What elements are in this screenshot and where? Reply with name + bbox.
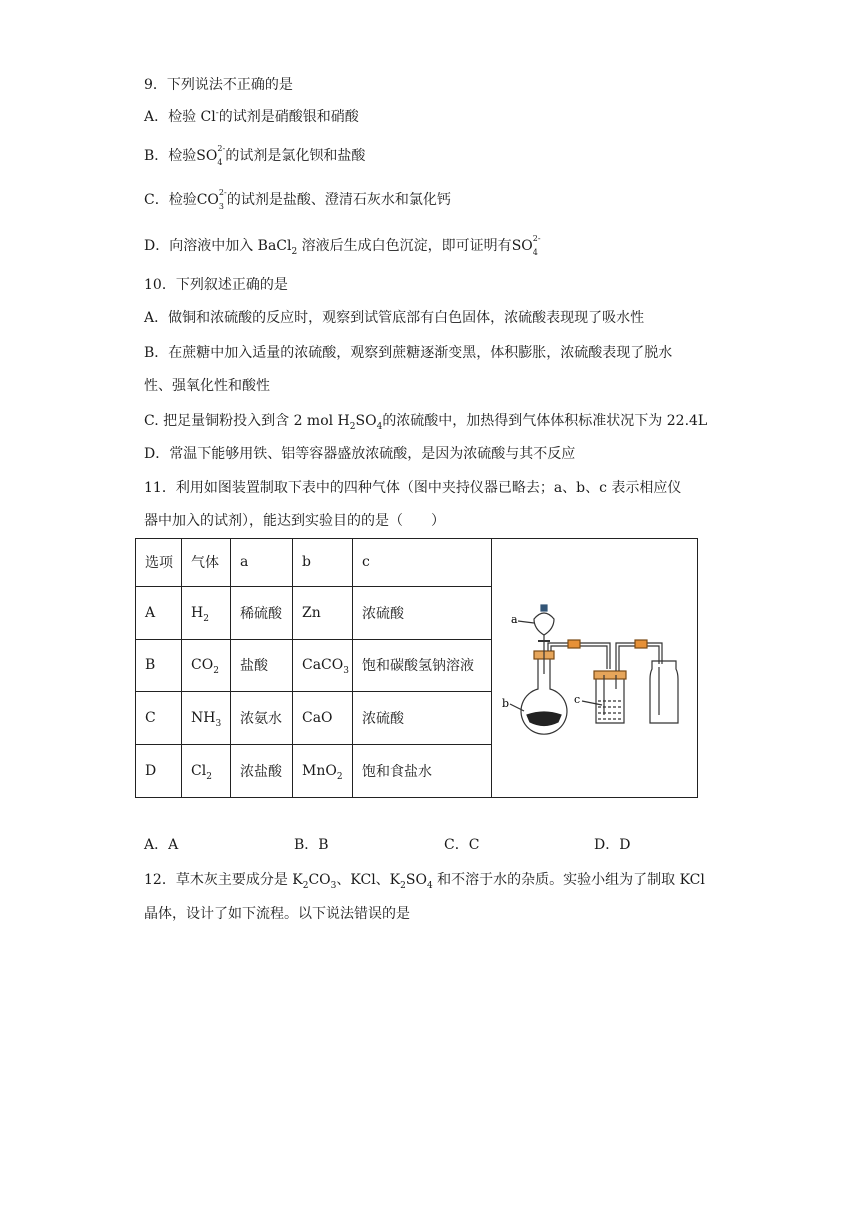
q11-stem-line2: 器中加入的试剂），能达到实验目的的是（ ） (144, 513, 445, 529)
row-reagent-a: 盐酸 (231, 639, 293, 692)
row-reagent-c: 浓硫酸 (353, 586, 492, 639)
header-gas: 气体 (182, 539, 231, 587)
row-gas: $NH_3$ (182, 692, 231, 745)
row-reagent-a: 稀硫酸 (231, 586, 293, 639)
row-reagent-c: 浓硫酸 (353, 692, 492, 745)
q12-stem-line1: 12．草木灰主要成分是 $K_2CO_3$、KCl、$K_2SO_4$ 和不溶于水的杂质。实验小组为了制取 KCl (144, 872, 705, 891)
sulfate-ion: SO 2- 4 (511, 234, 541, 257)
q10-option-b-line2: 性、强氧化性和酸性 (144, 378, 270, 394)
q10-option-a: A．做铜和浓硫酸的反应时，观察到试管底部有白色固体，浓硫酸表现现了吸水性 (144, 310, 645, 326)
row-reagent-c: 饱和食盐水 (353, 745, 492, 798)
q10-option-b-line1: B．在蔗糖中加入适量的浓硫酸，观察到蔗糖逐渐变黑，体积膨胀，浓硫酸表现了脱水 (144, 345, 673, 361)
row-reagent-b: Zn (293, 586, 353, 639)
row-reagent-b: CaCO$_3$ (293, 639, 353, 692)
header-b: b (293, 539, 353, 587)
row-reagent-a: 浓氨水 (231, 692, 293, 745)
row-gas: $H_2$ (182, 586, 231, 639)
q11-choices (0, 835, 860, 855)
choice-d[interactable]: D．D (594, 837, 631, 853)
row-gas: $Cl_2$ (182, 745, 231, 798)
gas-preparation-table (135, 538, 698, 798)
apparatus-diagram (492, 539, 697, 793)
q10-stem: 10．下列叙述正确的是 (144, 277, 288, 293)
q9-option-d: D．向溶液中加入 BaCl$_2$ 溶液后生成白色沉淀，即可证明有SO 2- 4 (144, 234, 541, 257)
row-reagent-b: CaO (293, 692, 353, 745)
q12-stem-line2: 晶体，设计了如下流程。以下说法错误的是 (144, 906, 410, 922)
header-option: 选项 (136, 539, 182, 587)
row-gas: $CO_2$ (182, 639, 231, 692)
row-reagent-b: MnO$_2$ (293, 745, 353, 798)
row-option: C (136, 692, 182, 745)
row-reagent-a: 浓盐酸 (231, 745, 293, 798)
sulfate-ion: SO 2- 4 (196, 144, 226, 167)
q9-stem: 9．下列说法不正确的是 (144, 77, 293, 93)
row-option: B (136, 639, 182, 692)
q9-option-b: B．检验SO 2- 4 的试剂是氯化钡和盐酸 (144, 144, 366, 167)
q10-option-d: D．常温下能够用铁、铝等容器盛放浓硫酸，是因为浓硫酸与其不反应 (144, 446, 576, 462)
row-option: D (136, 745, 182, 798)
table-header-row (136, 539, 698, 587)
label-c: c (574, 693, 581, 706)
q9-option-a: A．检验 Cl-的试剂是硝酸银和硝酸 (144, 108, 359, 125)
header-c: c (353, 539, 492, 587)
q10-option-c: C. 把足量铜粉投入到含 2 mol $H_2SO_4$的浓硫酸中，加热得到气体体积标准状况下为 22.4L (144, 413, 708, 432)
choice-a[interactable]: A．A (144, 837, 179, 853)
apparatus-figure (492, 539, 698, 798)
header-a: a (231, 539, 293, 587)
row-option: A (136, 586, 182, 639)
q11-stem-line1: 11．利用如图装置制取下表中的四种气体（图中夹持仪器已略去；a、b、c 表示相应仪 (144, 480, 682, 496)
row-reagent-c: 饱和碳酸氢钠溶液 (353, 639, 492, 692)
carbonate-ion: CO 2- 3 (196, 188, 227, 211)
label-a: a (511, 613, 518, 626)
choice-c[interactable]: C．C (444, 837, 480, 853)
q9-option-c: C．检验CO 2- 3 的试剂是盐酸、澄清石灰水和氯化钙 (144, 188, 451, 211)
choice-b[interactable]: B．B (294, 837, 329, 853)
label-b: b (502, 697, 510, 710)
